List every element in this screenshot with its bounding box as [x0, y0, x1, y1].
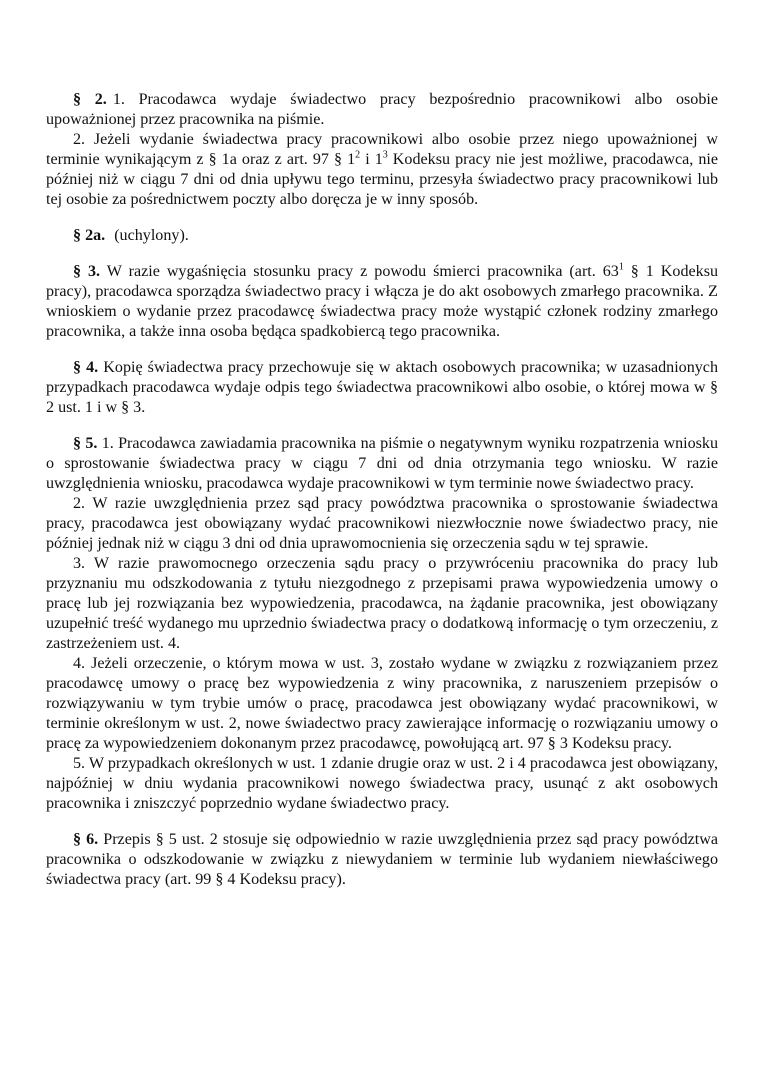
- section-number: § 6.: [73, 831, 99, 848]
- paragraph-text: 1. Pracodawca zawiadamia pracownika na piśmie o negatywnym wyniku rozpatrzenia wniosku o sprostowanie świadectwa pracy w ciągu 7 dni od dnia otrzymania tego wniosku. W razie uwzględnienia wniosku, pracodawca wydaje pracownikowi w tym terminie nowe świadectwo pracy.: [46, 435, 719, 492]
- section-number: § 4.: [73, 359, 99, 376]
- document-page: [46, 90, 718, 906]
- section-number: § 2a.: [73, 227, 106, 244]
- section-5-paragraph-1: [46, 434, 718, 494]
- superscript: 3: [382, 149, 388, 161]
- paragraph-text: 2. Jeżeli wydanie świadectwa pracy pracownikowi albo osobie przez niego upoważnionej w terminie wynikającym z § 1a oraz z art. 97 § 1: [46, 131, 718, 168]
- section-number: § 5.: [73, 435, 98, 452]
- paragraph-text: (uchylony).: [114, 227, 189, 244]
- section-2a: [46, 226, 718, 246]
- paragraph-text: W razie wygaśnięcia stosunku pracy z powodu śmierci pracownika (art. 63: [106, 263, 619, 280]
- section-5-paragraph-5: 5. W przypadkach określonych w ust. 1 zdanie drugie oraz w ust. 2 i 4 pracodawca jest obowiązany, najpóźniej w dniu wydania pracownikowi nowego świadectwa pracy, usunąć z akt osobowych pracownika i zniszczyć poprzednio wydane świadectwo pracy.: [46, 755, 718, 812]
- paragraph-text: Kopię świadectwa pracy przechowuje się w aktach osobowych pracownika; w uzasadnionych przypadkach pracodawca wydaje odpis tego świadectwa pracownikowi albo osobie, o której mowa w § 2 ust. 1 i w § 3.: [46, 359, 718, 416]
- paragraph-text: § 1 Kodeksu pracy), pracodawca sporządza świadectwo pracy i włącza je do akt osobowych zmarłego pracownika. Z wnioskiem o wydanie przez pracodawcę świadectwa pracy może wystąpić członek rodziny zmarłego pracownika, a także inna osoba będąca spadkobiercą tego pracownika.: [46, 263, 719, 340]
- section-5-paragraph-3: 3. W razie prawomocnego orzeczenia sądu pracy o przywróceniu pracownika do pracy lub przyznaniu mu odszkodowania z tytułu niezgodnego z przepisami prawa wypowiedzenia umowy o pracę lub jej rozwiązania bez wypowiedzenia, pracodawca, na żądanie pracownika, jest obowiązany uzupełnić treść wydanego mu uprzednio świadectwa pracy o dodatkową informację o tym orzeczeniu, z zastrzeżeniem ust. 4.: [46, 555, 718, 652]
- section-5-paragraph-4: 4. Jeżeli orzeczenie, o którym mowa w ust. 3, zostało wydane w związku z rozwiązaniem przez pracodawcę umowy o pracę bez wypowiedzenia z winy pracownika, z naruszeniem przepisów o rozwiązywaniu w tym trybie umów o pracę, pracodawca jest obowiązany wydać pracownikowi, w terminie określonym w ust. 2, nowe świadectwo pracy zawierające informację o rozwiązaniu umowy o pracę za wypowiedzeniem dokonanym przez pracodawcę, powołującą art. 97 § 3 Kodeksu pracy.: [46, 655, 718, 752]
- section-4: [46, 358, 718, 418]
- section-3-paragraph: [46, 262, 718, 342]
- section-2-paragraph-1: [46, 90, 718, 130]
- section-2a-paragraph: [46, 226, 718, 246]
- section-3: [46, 262, 718, 342]
- section-4-paragraph: [46, 358, 718, 418]
- paragraph-text: Kodeksu pracy nie jest możliwe, pracodawca, nie później niż w ciągu 7 dni od dnia upływu tego terminu, przesyła świadectwo pracy pracownikowi lub tej osobie za pośrednictwem poczty albo doręcza je w inny sposób.: [46, 151, 718, 208]
- superscript: 1: [618, 261, 624, 273]
- section-5: [46, 434, 718, 814]
- section-6-paragraph: [46, 830, 718, 890]
- paragraph-text: i 1: [360, 151, 383, 168]
- paragraph-text: Przepis § 5 ust. 2 stosuje się odpowiednio w razie uwzględnienia przez sąd pracy powództwa pracownika o odszkodowanie w związku z niewydaniem w terminie lub wydaniem niewłaściwego świadectwa pracy (art. 99 § 4 Kodeksu pracy).: [46, 831, 718, 888]
- section-number: § 2.: [73, 91, 107, 108]
- section-2-paragraph-2: [46, 130, 718, 210]
- section-5-paragraph-2: 2. W razie uwzględnienia przez sąd pracy powództwa pracownika o sprostowanie świadectwa pracy, pracodawca jest obowiązany wydać pracownikowi niezwłocznie nowe świadectwo pracy, nie później jednak niż w ciągu 3 dni od dnia uprawomocnienia się orzeczenia sądu w tej sprawie.: [46, 495, 718, 552]
- section-6: [46, 830, 718, 890]
- superscript: 2: [355, 149, 361, 161]
- section-2: [46, 90, 718, 210]
- section-number: § 3.: [73, 263, 101, 280]
- paragraph-text: 1. Pracodawca wydaje świadectwo pracy bezpośrednio pracownikowi albo osobie upoważnionej przez pracownika na piśmie.: [46, 91, 719, 128]
